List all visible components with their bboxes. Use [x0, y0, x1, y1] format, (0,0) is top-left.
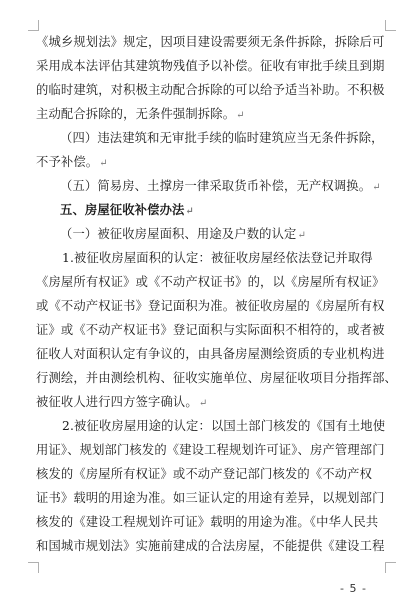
paragraph-mark-icon: ↵: [198, 398, 208, 409]
text-line: [36, 54, 390, 78]
text-line-content: 征收人对面积认定有争议的，由具备房屋测绘资质的专业机构进: [36, 347, 385, 361]
text-line-content: （五）简易房、土撑房一律采取货币补偿，无产权调换。: [60, 179, 372, 193]
text-line-content: 的临时建筑，对积极主动配合拆除的可以给予适当补助。不积极: [36, 83, 385, 97]
text-line-content: 《城乡规划法》规定，因项目建设需要须无条件拆除，拆除后可: [36, 35, 385, 49]
document-body[interactable]: [36, 30, 397, 558]
text-line: [36, 366, 397, 390]
text-line-content: 行测绘，并由测绘机构、征收实施单位、房屋征收项目分指挥部、: [36, 371, 397, 385]
text-line-content: 不予补偿。: [36, 155, 99, 169]
text-line: [36, 294, 390, 318]
text-line: [36, 30, 390, 54]
crop-mark-bottom-right: [385, 562, 396, 573]
text-line: [36, 462, 390, 486]
text-line: [36, 102, 390, 126]
text-line-content: 2.被征收房屋用途的认定：以国土部门核发的《国有土地使: [62, 419, 386, 433]
paragraph-mark-icon: ↵: [297, 230, 307, 241]
text-line-content: 或《不动产权证书》登记面积为准。被征收房屋的《房屋所有权: [36, 299, 385, 313]
text-line: [36, 222, 390, 246]
text-line-content: 被征收人进行四方签字确认。: [36, 395, 198, 409]
text-line: [36, 174, 390, 198]
text-line-content: 用证》、规划部门核发的《建设工程规划许可证》、房产管理部门: [36, 443, 385, 457]
text-line-content: 《房屋所有权证》或《不动产权证书》的，以《房屋所有权证》: [36, 275, 385, 289]
text-line: [36, 438, 390, 462]
text-line-content: 核发的《建设工程规划许可证》载明的用途为准。《中华人民共: [36, 515, 379, 529]
text-line-content: 核发的《房屋所有权证》或不动产登记部门核发的《不动产权: [36, 467, 373, 481]
text-line: [36, 390, 390, 414]
text-line-content: 五、房屋征收补偿办法: [60, 202, 185, 217]
text-line-content: （一）被征收房屋面积、用途及户数的认定: [60, 227, 297, 241]
paragraph-mark-icon: ↵: [236, 110, 245, 121]
text-line: [36, 78, 390, 102]
text-line: [36, 318, 390, 342]
text-line-content: 证书》载明的用途为准。如三证认定的用途有差异，以规划部门: [36, 491, 385, 505]
section-heading: [36, 198, 390, 222]
paragraph-mark-icon: ↵: [372, 182, 381, 193]
text-line: [36, 534, 390, 558]
text-line: [36, 486, 390, 510]
text-line: [36, 126, 390, 150]
text-line: [36, 246, 390, 270]
text-line-content: 1.被征收房屋面积的认定：被征收房屋经依法登记并取得: [62, 251, 373, 265]
text-line-content: 主动配合拆除的，无条件强制拆除。: [36, 107, 236, 121]
crop-mark-bottom-left: [28, 562, 39, 573]
paragraph-mark-icon: ↵: [185, 206, 195, 217]
text-line-content: 和国城市规划法》实施前建成的合法房屋，不能提供《建设工程: [36, 539, 385, 553]
text-line-content: （四）违法建筑和无审批手续的临时建筑应当无条件拆除，: [60, 131, 384, 145]
text-line: [36, 510, 390, 534]
text-line-content: 证》或《不动产权证书》登记面积与实际面积不相符的，或者被: [36, 323, 385, 337]
text-line: [36, 270, 390, 294]
text-line-content: 采用成本法评估其建筑物残值予以补偿。征收有审批手续且到期: [36, 59, 385, 73]
text-line: [36, 342, 390, 366]
page-number: - 5 -: [340, 582, 367, 595]
paragraph-mark-icon: ↵: [99, 158, 108, 169]
text-line: [36, 414, 390, 438]
text-line: [36, 150, 390, 174]
